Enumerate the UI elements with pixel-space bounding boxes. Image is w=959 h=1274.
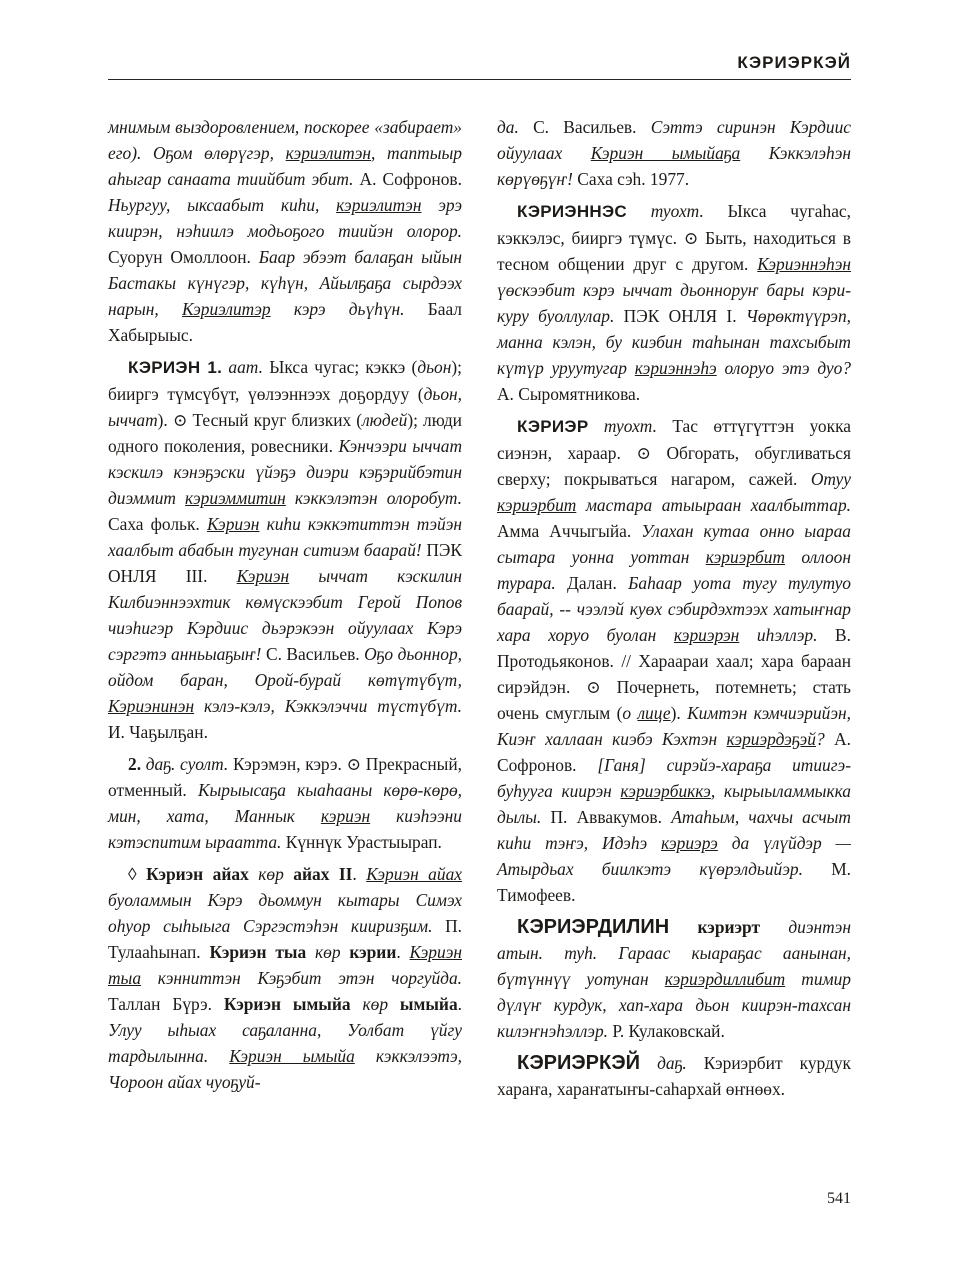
- text-run: Тас өттүгүттэн уокка сиэнэн, хараар. ⊙ Обгорать, обугливаться сверху; покрываться нагаром, сажей.: [497, 416, 851, 489]
- example-keyword: кэриэммитин: [185, 488, 286, 508]
- text-run: Саха фольк.: [108, 514, 207, 534]
- text-run: Кэккэлэһэн көрүөҕүҥ!: [497, 143, 851, 189]
- bold-term: 2.: [128, 754, 142, 774]
- example-keyword: кэриэрэ: [661, 833, 718, 853]
- text-run: Кэрэмэн, кэрэ. ⊙ Прекрасный, отменный.: [108, 754, 462, 800]
- bold-term: ымыйа: [399, 994, 458, 1014]
- text-run: Р. Кулаковскай.: [612, 1021, 725, 1041]
- example-keyword: Кэриэн тыа: [108, 942, 462, 988]
- text-run: Таллан Бүрэ.: [108, 994, 224, 1014]
- text-run: үөскээбит кэрэ ыччат дьонноруҥ бары кэри-куру буоллулар.: [497, 280, 851, 326]
- page-number: 541: [827, 1190, 851, 1207]
- text-run: ); бииргэ түмсүбүт, үөлээннээх доҕордуу (: [108, 357, 462, 404]
- text-run: С. Васильев.: [533, 117, 651, 137]
- example-keyword: Кэриэн айах: [366, 864, 462, 884]
- text-run: кэнниттэн Кэҕэбит этэн чоргуйда.: [141, 968, 462, 988]
- bold-term: айах II: [293, 864, 353, 884]
- text-run: В. Протодьяконов. // Хараараи хаал; хара бараан сирэйдэн. ⊙ Почернеть, потемнеть; стать очень смуглым (: [497, 625, 851, 723]
- entry-paragraph: [497, 1050, 851, 1102]
- example-keyword: Кэриэн ымыйа: [229, 1046, 355, 1066]
- text-run: да.: [497, 117, 534, 137]
- text-run: Баһаар уота тугу тулутуо баарай, -- чээлэй куөх сэбирдэхтээх хатыҥнар хара хоруо буолан: [497, 573, 851, 645]
- text-run: көр: [248, 864, 294, 884]
- text-run: И. Чаҕылҕан.: [108, 722, 208, 742]
- text-run: ?: [815, 729, 835, 749]
- text-run: көр: [350, 994, 400, 1014]
- text-run: аат.: [222, 357, 270, 377]
- entry-paragraph: [497, 914, 851, 1044]
- text-run: буоламмын Кэрэ дьоммун кытары Симэх оһуор сыһыыга Сэргэстэһэн кииризҕим.: [108, 890, 462, 936]
- example-keyword: кэриэннэһэ: [634, 358, 717, 378]
- text-run: Амма Аччыгыйа.: [497, 521, 642, 541]
- text-run: ыччат кэскилин Килбиэннээхтик көмүскээбит Герой Попов чиэһигэр Кэрдиис дьэрэкээн ойуулаах Кэрэ сэргэтэ анньыаҕыҥ!: [108, 566, 462, 664]
- text-run: мнимым выздоровлением, поскорее «забирает» его).: [108, 117, 462, 163]
- text-run: иһэллэр.: [739, 625, 836, 645]
- headword: КЭРИЭН 1.: [128, 358, 223, 377]
- text-run: дьон, ыччат: [108, 384, 462, 430]
- text-run: Ньургуу, ыксаабыт киһи,: [108, 195, 337, 215]
- example-keyword: Кэриэннэһэн: [757, 254, 851, 274]
- text-run: Далан.: [567, 573, 629, 593]
- right-column: [497, 114, 851, 1102]
- text-run: киэһээни кэтэспитим ыраатта.: [108, 806, 462, 852]
- headword: КЭРИЭННЭС: [517, 202, 627, 221]
- text-run: олоруо этэ дуо?: [716, 358, 851, 378]
- text-run: Сэттэ сиринэн Кэрдиис ойуулаах: [497, 117, 851, 163]
- headword: КЭРИЭРДИЛИН: [517, 916, 670, 938]
- entry-paragraph: [108, 751, 462, 855]
- text-run: көр: [306, 942, 350, 962]
- example-keyword: кэриэрбит: [497, 495, 577, 515]
- text-run: Баар эбээт балаҕан ыйын Бастакы күнүгэр, күһүн, Айылҕаҕа сырдээх нарын,: [108, 247, 462, 319]
- text-run: даҕ. суолт.: [141, 754, 233, 774]
- text-run: дьон: [417, 357, 452, 377]
- example-keyword: лице: [637, 703, 671, 723]
- header-rule: [108, 79, 851, 80]
- text-run: П. Тулааһынап.: [108, 916, 462, 962]
- bold-term: кэрии: [349, 942, 397, 962]
- text-run: Кырыысаҕа кыаһааны көрө-көрө, мин, хата, Маннык: [108, 780, 462, 826]
- text-run: А. Софронов.: [359, 169, 462, 189]
- bold-term: кэриэрт: [669, 917, 761, 937]
- text-run: А. Софронов.: [497, 729, 851, 775]
- text-run: Кимтэн кэмчиэрийэн, Киэҥ халлаан киэбэ Кэхтэн: [497, 703, 851, 749]
- text-run: даҕ.: [640, 1053, 704, 1073]
- entry-paragraph: [108, 354, 462, 745]
- text-run: А. Сыромятникова.: [497, 384, 641, 404]
- example-keyword: кэриэлитэн: [285, 143, 371, 163]
- text-run: ◊: [128, 864, 147, 884]
- text-run: Кэриэрбит курдук хараҥа, хараҥатыҥы-саһархай өҥнөөх.: [497, 1053, 851, 1099]
- bold-term: Кэриэн айах: [146, 864, 249, 884]
- left-column: [108, 114, 462, 1095]
- text-run: да үлүйдэр — Атырдьах биилкэтэ күөрэлдьийэр.: [497, 833, 851, 879]
- example-keyword: кэриэн: [320, 806, 371, 826]
- text-run: людей: [362, 410, 408, 430]
- text-run: Күннүк Урастыырап.: [285, 832, 442, 852]
- example-keyword: кэриэлитэн: [336, 195, 422, 215]
- text-run: Кэнчээри ыччат кэскилэ кэнэҕэски үйэҕэ диэри кэҕэрийбэтин диэммит: [108, 436, 462, 508]
- text-run: ).: [670, 703, 688, 723]
- text-run: кэрэ дьүһүн.: [270, 299, 428, 319]
- text-run: Ыкса чугаһас, кэккэлэс, бииргэ түмүс. ⊙ Быть, находиться в тесном общении друг с другом.: [497, 201, 851, 274]
- text-run: .: [457, 994, 462, 1014]
- text-run: Оҕом өлөрүгэр,: [153, 143, 286, 163]
- text-run: [Ганя] сирэйэ-хараҕа итиигэ-буһууга киирэн: [497, 755, 851, 801]
- text-run: киһи кэккэтиттэн тэйэн хаалбыт абабын тугунан ситиэм баарай!: [108, 514, 463, 560]
- example-keyword: кэриэрбиккэ: [620, 781, 711, 801]
- entry-paragraph: [497, 413, 851, 908]
- text-run: Улахан кутаа онно ыараа сытара уонна уоттан: [497, 521, 851, 567]
- text-run: С. Васильев.: [265, 644, 365, 664]
- entry-paragraph: [108, 861, 462, 1095]
- example-keyword: кэриэрэн: [673, 625, 740, 645]
- text-run: о: [622, 703, 638, 723]
- text-run: .: [396, 942, 410, 962]
- text-run: Гараас кыараҕас аанынан, бүтүннүү уотунан: [497, 943, 852, 989]
- headword: КЭРИЭРКЭЙ: [517, 1052, 641, 1074]
- text-run: П. Аввакумов.: [550, 807, 672, 827]
- text-run: , таптыыр аһыгар санаата тиийбит эбит.: [108, 143, 462, 189]
- bold-term: Кэриэн тыа: [209, 942, 307, 962]
- bold-term: Кэриэн ымыйа: [223, 994, 351, 1014]
- text-run: диэнтэн атын. туһ.: [497, 917, 851, 963]
- text-run: Баал Хабырыыс.: [108, 299, 462, 345]
- text-run: ). ⊙ Тесный круг близких (: [157, 410, 363, 430]
- example-keyword: кэриэрдиллибит: [664, 969, 786, 989]
- text-run: кэлэ-кэлэ, Кэккэлэччи түстүбүт.: [194, 696, 462, 716]
- text-run: Суорун Омоллоон.: [108, 247, 259, 267]
- text-run: Чөрөктүүрэп, манна кэлэн, бу киэбин таһынан тахсыбыт күтүр уруутугар: [497, 306, 851, 378]
- entry-paragraph: [108, 114, 462, 348]
- example-keyword: Кэриэлитэр: [182, 299, 271, 319]
- example-keyword: кэриэрдэҕэй: [726, 729, 816, 749]
- text-run: кэккэлээтэ, Чороон айах чуоҕуй-: [108, 1046, 462, 1092]
- entry-paragraph: [497, 198, 851, 407]
- example-keyword: Кэриэн ымыйаҕа: [590, 143, 741, 163]
- text-run: Улуу ыһыах саҕаланна, Уолбат үйгу тардылынна.: [108, 1020, 462, 1066]
- text-run: ПЭК ОНЛЯ I.: [623, 306, 746, 326]
- example-keyword: кэриэрбит: [705, 547, 786, 567]
- text-run: оллоон турара.: [497, 547, 851, 593]
- headword: КЭРИЭР: [517, 417, 589, 436]
- example-keyword: Кэриэн: [236, 566, 290, 586]
- text-run: эрэ киирэн, нэһиилэ модьоҕого тиийэн олорор.: [108, 195, 463, 241]
- text-run: кэккэлэтэн олоробут.: [285, 488, 462, 508]
- text-run: туохт.: [626, 201, 728, 221]
- text-run: Оҕо дьоннор, ойдом баран, Орой-бурай көтүтүбүт,: [108, 644, 462, 690]
- text-run: Ыкса чугас; кэккэ (: [269, 357, 418, 377]
- text-run: .: [352, 864, 367, 884]
- text-run: Отуу: [810, 469, 851, 489]
- text-run: ПЭК ОНЛЯ III.: [108, 540, 462, 586]
- text-run: Атаһым, чахчы асчыт киһи тэҥэ, Идэһэ: [497, 807, 851, 853]
- text-run: тимир дүлүҥ курдук, хап-хара дьон киирэн-тахсан килэҥнэһэллэр.: [497, 969, 851, 1041]
- running-head: КЭРИЭРКЭЙ: [737, 53, 851, 72]
- text-run: мастара атыыраан хаалбыттар.: [576, 495, 851, 515]
- example-keyword: Кэриэнинэн: [108, 696, 195, 716]
- text-run: туохт.: [588, 416, 673, 436]
- text-run: ); люди одного поколения, ровесники.: [108, 410, 462, 456]
- example-keyword: Кэриэн: [206, 514, 260, 534]
- text-run: М. Тимофеев.: [497, 859, 851, 905]
- text-run: , кырыыламмыкка дылы.: [497, 781, 851, 827]
- entry-paragraph: [497, 114, 851, 192]
- text-run: Саха сэһ. 1977.: [577, 169, 690, 189]
